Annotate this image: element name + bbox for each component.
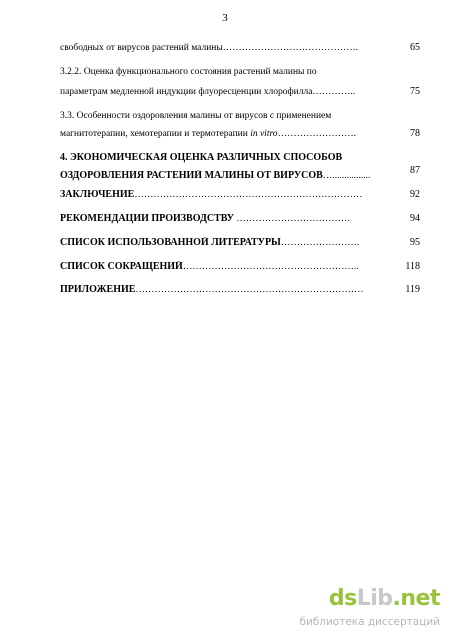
toc-page-number: 78 — [410, 128, 420, 139]
toc-entry-text — [60, 189, 397, 201]
toc-entry-text: параметрам медленной индукции флуоресценции хлорофилла………….. — [60, 87, 356, 97]
toc-page-number: 87 — [410, 165, 420, 176]
toc-heading: ПРИЛОЖЕНИЕ — [60, 284, 136, 295]
toc-page-number: 94 — [410, 213, 420, 224]
toc-leader-dots: ……………………. — [277, 129, 356, 139]
toc-section-heading-cont: ОЗДОРОВЛЕНИЯ РАСТЕНИЙ МАЛИНЫ ОТ ВИРУСОВ — [60, 170, 323, 181]
toc-page-number: 75 — [410, 86, 420, 97]
toc-heading: РЕКОМЕНДАЦИИ ПРОИЗВОДСТВУ — [60, 213, 234, 224]
toc-heading: СПИСОК СОКРАЩЕНИЙ — [60, 261, 183, 272]
toc-section-heading: 4. ЭКОНОМИЧЕСКАЯ ОЦЕНКА РАЗЛИЧНЫХ СПОСОБОВ — [60, 152, 343, 163]
toc-page-number: 95 — [410, 237, 420, 248]
watermark-subtitle: библиотека диссертаций — [299, 616, 440, 628]
toc-entry-text — [60, 261, 397, 273]
toc-leader-dots: …................ — [322, 171, 371, 181]
toc-text-part: магнитотерапии, хемотерапии и термотерапии — [60, 129, 251, 139]
toc-leader-dots: ……………………………… — [233, 214, 351, 224]
toc-entry-text: 3.3. Особенности оздоровления малины от вирусов с применением — [60, 111, 332, 121]
watermark[interactable] — [290, 586, 450, 636]
toc-entry-text — [60, 284, 397, 296]
watermark-logo[interactable] — [329, 586, 440, 611]
logo-part-ds: ds — [328, 586, 357, 611]
toc-heading: СПИСОК ИСПОЛЬЗОВАННОЙ ЛИТЕРАТУРЫ — [60, 237, 281, 248]
toc-entry-text: свободных от вирусов растений малины……………………………………. — [60, 43, 359, 53]
toc-page-number: 119 — [405, 284, 420, 295]
toc-leader-dots: ……………………………………………….. — [182, 262, 359, 272]
page-number: 3 — [222, 12, 228, 24]
toc-leader-dots: ……………………. — [280, 238, 360, 248]
toc-leader-dots: ……………………………………………………………… — [135, 285, 364, 295]
logo-part-lib: Lib — [356, 586, 393, 611]
toc-page-number: 65 — [410, 42, 420, 53]
toc-leader-dots: ……………………………………………………………… — [134, 190, 363, 200]
toc-page-number: 118 — [405, 261, 420, 272]
toc-entry-text — [60, 237, 397, 249]
logo-part-net: .net — [392, 586, 440, 611]
toc-entry-text — [60, 128, 397, 140]
toc-text-italic: in vitro — [250, 129, 278, 139]
toc-entry-text: 3.2.2. Оценка функционального состояния растений малины по — [60, 67, 317, 77]
toc-page-number: 92 — [410, 189, 420, 200]
toc-entry-text — [60, 213, 397, 225]
toc-heading: ЗАКЛЮЧЕНИЕ — [60, 189, 135, 200]
toc-entry-text — [60, 170, 397, 182]
